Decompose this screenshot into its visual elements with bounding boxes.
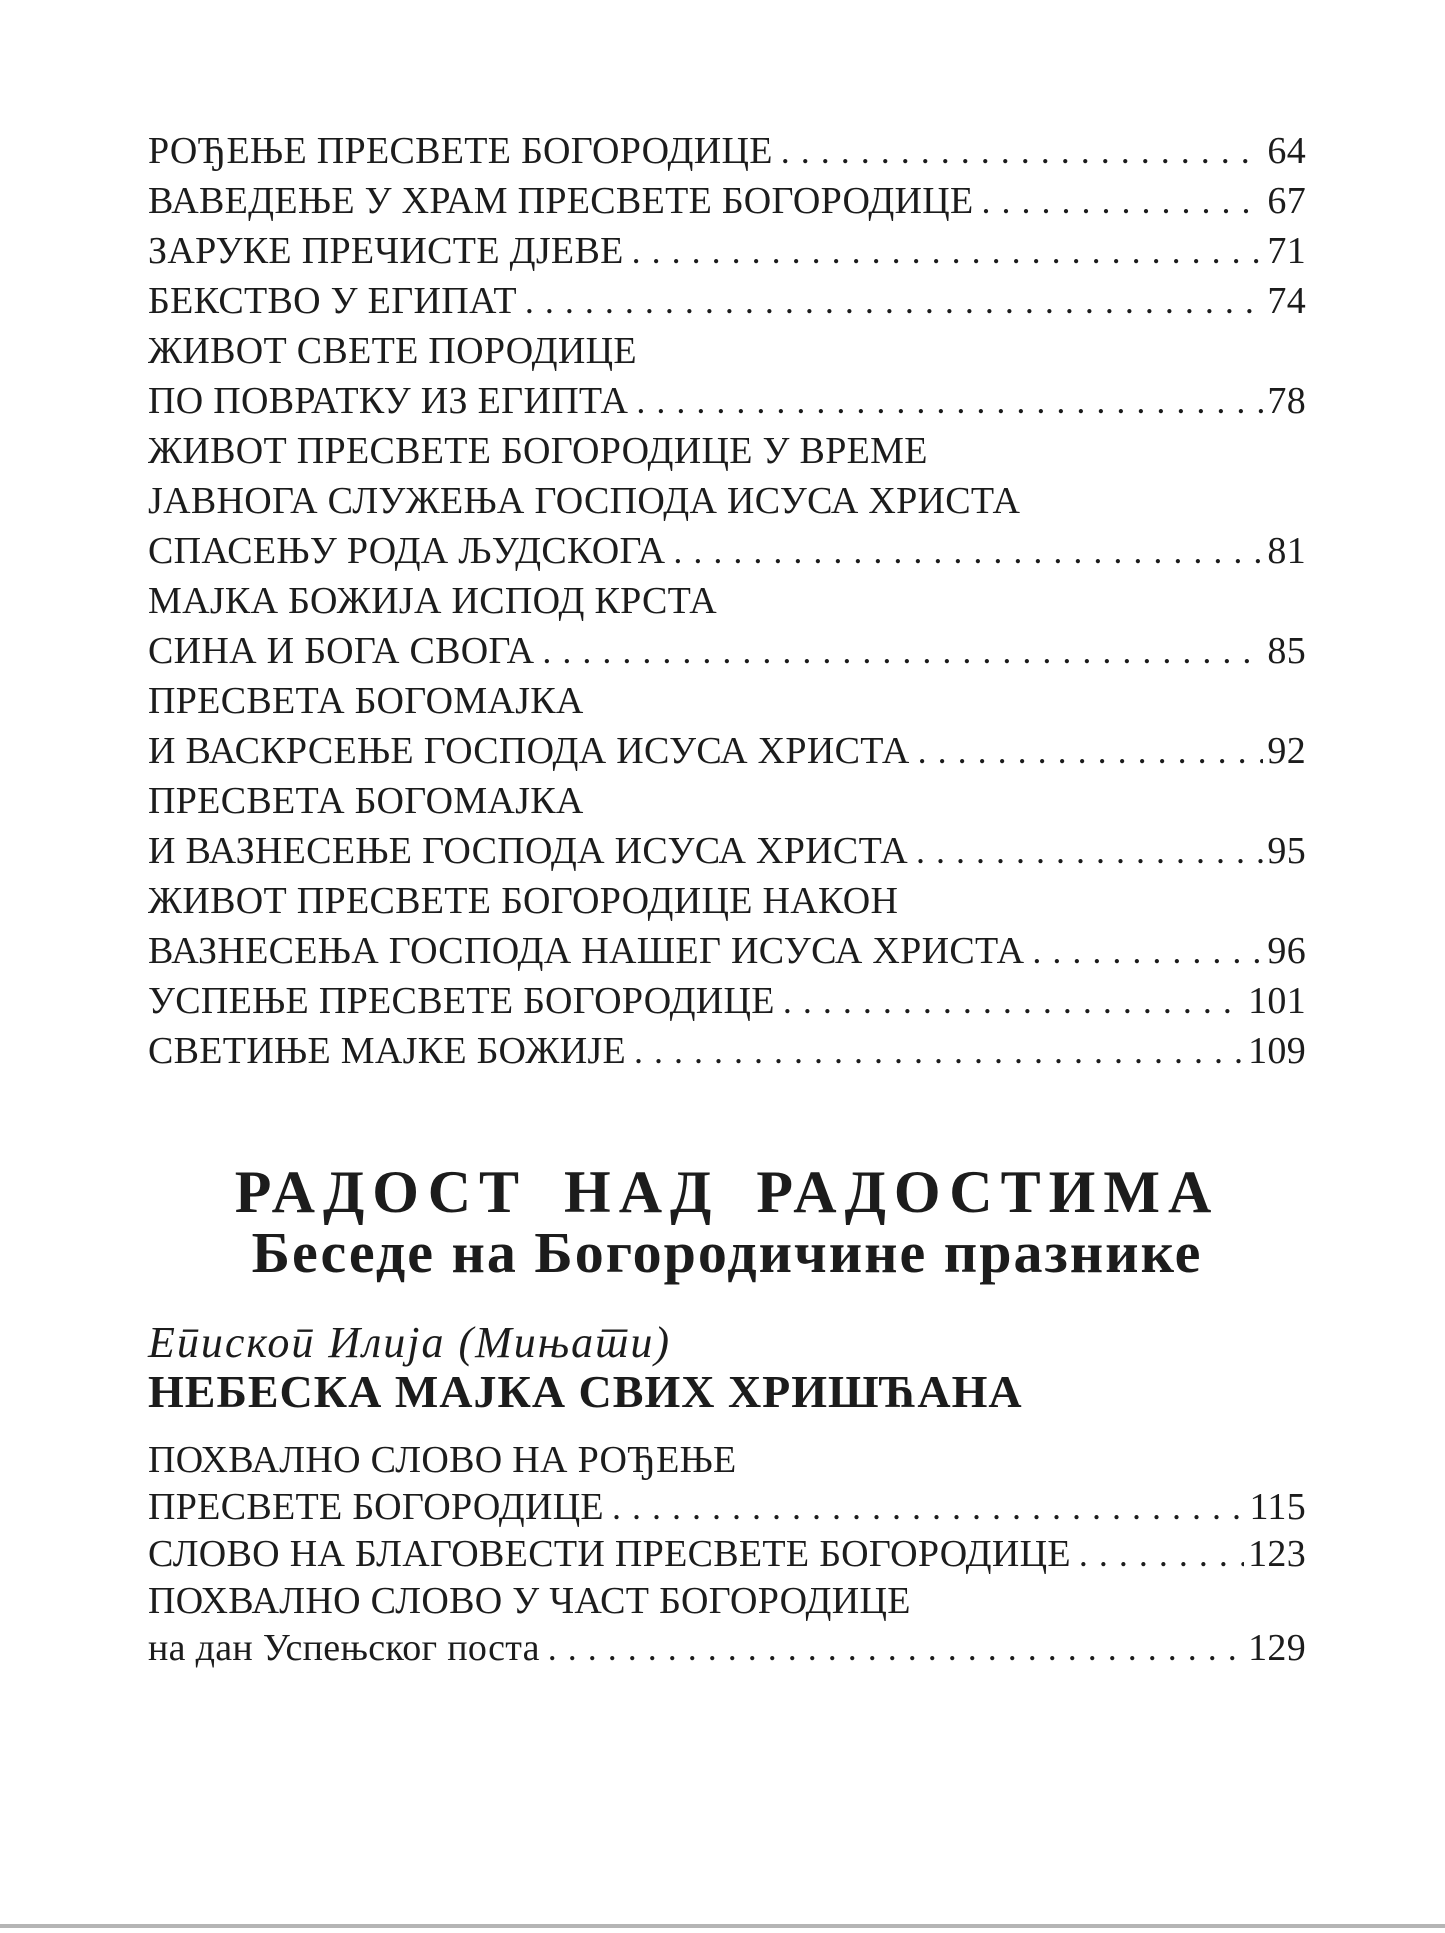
toc-entry [148, 876, 1306, 926]
toc-entry-title: ЖИВОТ ПРЕСВЕТЕ БОГОРОДИЦЕ У ВРЕМЕ [148, 430, 928, 472]
toc-entry [148, 976, 1306, 1026]
page-number: 85 [1267, 630, 1306, 672]
page-number: 95 [1267, 830, 1306, 872]
dotted-leader [918, 726, 1264, 764]
dotted-leader [632, 226, 1264, 264]
page-number: 81 [1267, 530, 1306, 572]
toc-entry [148, 176, 1306, 226]
toc-entry-title: ПО ПОВРАТКУ ИЗ ЕГИПТА [148, 380, 629, 422]
toc-entry [148, 676, 1306, 726]
toc-entry-title: УСПЕЊЕ ПРЕСВЕТЕ БОГОРОДИЦЕ [148, 980, 775, 1022]
dotted-leader [548, 1625, 1244, 1663]
toc-entry-title: ПРЕСВЕТЕ БОГОРОДИЦЕ [148, 1486, 604, 1528]
toc-entry [148, 826, 1306, 876]
dotted-leader [781, 126, 1264, 164]
toc-entry-title: ЈАВНОГА СЛУЖЕЊА ГОСПОДА ИСУСА ХРИСТА [148, 480, 1021, 522]
toc-entry [148, 1625, 1306, 1672]
page-number: 101 [1248, 980, 1306, 1022]
toc-entry [148, 226, 1306, 276]
toc-entry [148, 476, 1306, 526]
toc-entry-title: ПОХВАЛНО СЛОВО У ЧАСТ БОГОРОДИЦЕ [148, 1580, 911, 1622]
toc-entry [148, 526, 1306, 576]
toc-entry-title: ПРЕСВЕТА БОГОМАЈКА [148, 680, 584, 722]
section-title: РАДОСТ НАД РАДОСТИМА [234, 1159, 1220, 1225]
toc-entry [148, 776, 1306, 826]
page-number: 64 [1267, 130, 1306, 172]
toc-entry [148, 576, 1306, 626]
dotted-leader [636, 376, 1263, 414]
dotted-leader [982, 176, 1264, 214]
page-number: 67 [1267, 180, 1306, 222]
toc-entry-title: ЖИВОТ СВЕТЕ ПОРОДИЦЕ [148, 330, 637, 372]
page-number: 115 [1249, 1486, 1306, 1528]
toc-entry-title: СВЕТИЊЕ МАЈКЕ БОЖИЈЕ [148, 1030, 627, 1072]
page-number: 74 [1267, 280, 1306, 322]
chapter-author: Епископ Илија (Мињати) [148, 1318, 671, 1367]
dotted-leader [525, 276, 1264, 314]
toc-entry-title: ЖИВОТ ПРЕСВЕТЕ БОГОРОДИЦЕ НАКОН [148, 880, 899, 922]
toc-entry-title: РОЂЕЊЕ ПРЕСВЕТЕ БОГОРОДИЦЕ [148, 130, 773, 172]
toc-entry-title: ПОХВАЛНО СЛОВО НА РОЂЕЊЕ [148, 1439, 737, 1481]
dotted-leader [1032, 926, 1263, 964]
toc-entry [148, 1026, 1306, 1076]
page-number: 71 [1267, 230, 1306, 272]
toc-entry-title: СЛОВО НА БЛАГОВЕСТИ ПРЕСВЕТЕ БОГОРОДИЦЕ [148, 1533, 1071, 1575]
page-number: 109 [1248, 1030, 1306, 1072]
toc-entry-title: ЗАРУКЕ ПРЕЧИСТЕ ДЈЕВЕ [148, 230, 624, 272]
toc-entry-title: СПАСЕЊУ РОДА ЉУДСКОГА [148, 530, 666, 572]
page-number: 129 [1248, 1627, 1306, 1669]
page-number: 78 [1267, 380, 1306, 422]
section-subtitle: Беседе на Богородичине празнике [251, 1220, 1203, 1285]
toc-part-2 [148, 1437, 1306, 1672]
page-number: 92 [1267, 730, 1306, 772]
toc-entry-title: ПРЕСВЕТА БОГОМАЈКА [148, 780, 584, 822]
toc-entry-title: И ВАСКРСЕЊЕ ГОСПОДА ИСУСА ХРИСТА [148, 730, 910, 772]
dotted-leader [1079, 1531, 1244, 1569]
toc-entry [148, 126, 1306, 176]
dotted-leader [634, 1026, 1244, 1064]
toc-entry [148, 1531, 1306, 1578]
toc-entry [148, 276, 1306, 326]
dotted-leader [673, 526, 1263, 564]
dotted-leader [612, 1484, 1246, 1522]
dotted-leader [783, 976, 1244, 1014]
toc-entry-title: И ВАЗНЕСЕЊЕ ГОСПОДА ИСУСА ХРИСТА [148, 830, 908, 872]
toc-entry [148, 1437, 1306, 1484]
dotted-leader [542, 626, 1263, 664]
page-number: 123 [1248, 1533, 1306, 1575]
toc-entry [148, 1578, 1306, 1625]
toc-entry [148, 326, 1306, 376]
toc-entry [148, 626, 1306, 676]
toc-entry-title: МАЈКА БОЖИЈА ИСПОД КРСТА [148, 580, 718, 622]
toc-entry [148, 426, 1306, 476]
toc-entry-title: БЕКСТВО У ЕГИПАТ [148, 280, 517, 322]
toc-entry-title: СИНА И БОГА СВОГА [148, 630, 535, 672]
toc-entry-title: на дан Успењског поста [148, 1627, 540, 1669]
toc-entry-title: ВАЗНЕСЕЊА ГОСПОДА НАШЕГ ИСУСА ХРИСТА [148, 930, 1025, 972]
toc-entry-title: ВАВЕДЕЊЕ У ХРАМ ПРЕСВЕТЕ БОГОРОДИЦЕ [148, 180, 974, 222]
page-number: 96 [1267, 930, 1306, 972]
dotted-leader [916, 826, 1263, 864]
toc-entry [148, 926, 1306, 976]
toc-part-1 [148, 126, 1306, 1076]
toc-entry [148, 376, 1306, 426]
toc-entry [148, 726, 1306, 776]
toc-entry [148, 1484, 1306, 1531]
chapter-title: НЕБЕСКА МАЈКА СВИХ ХРИШЋАНА [148, 1366, 1023, 1417]
page-edge-scan-line [0, 1924, 1445, 1928]
